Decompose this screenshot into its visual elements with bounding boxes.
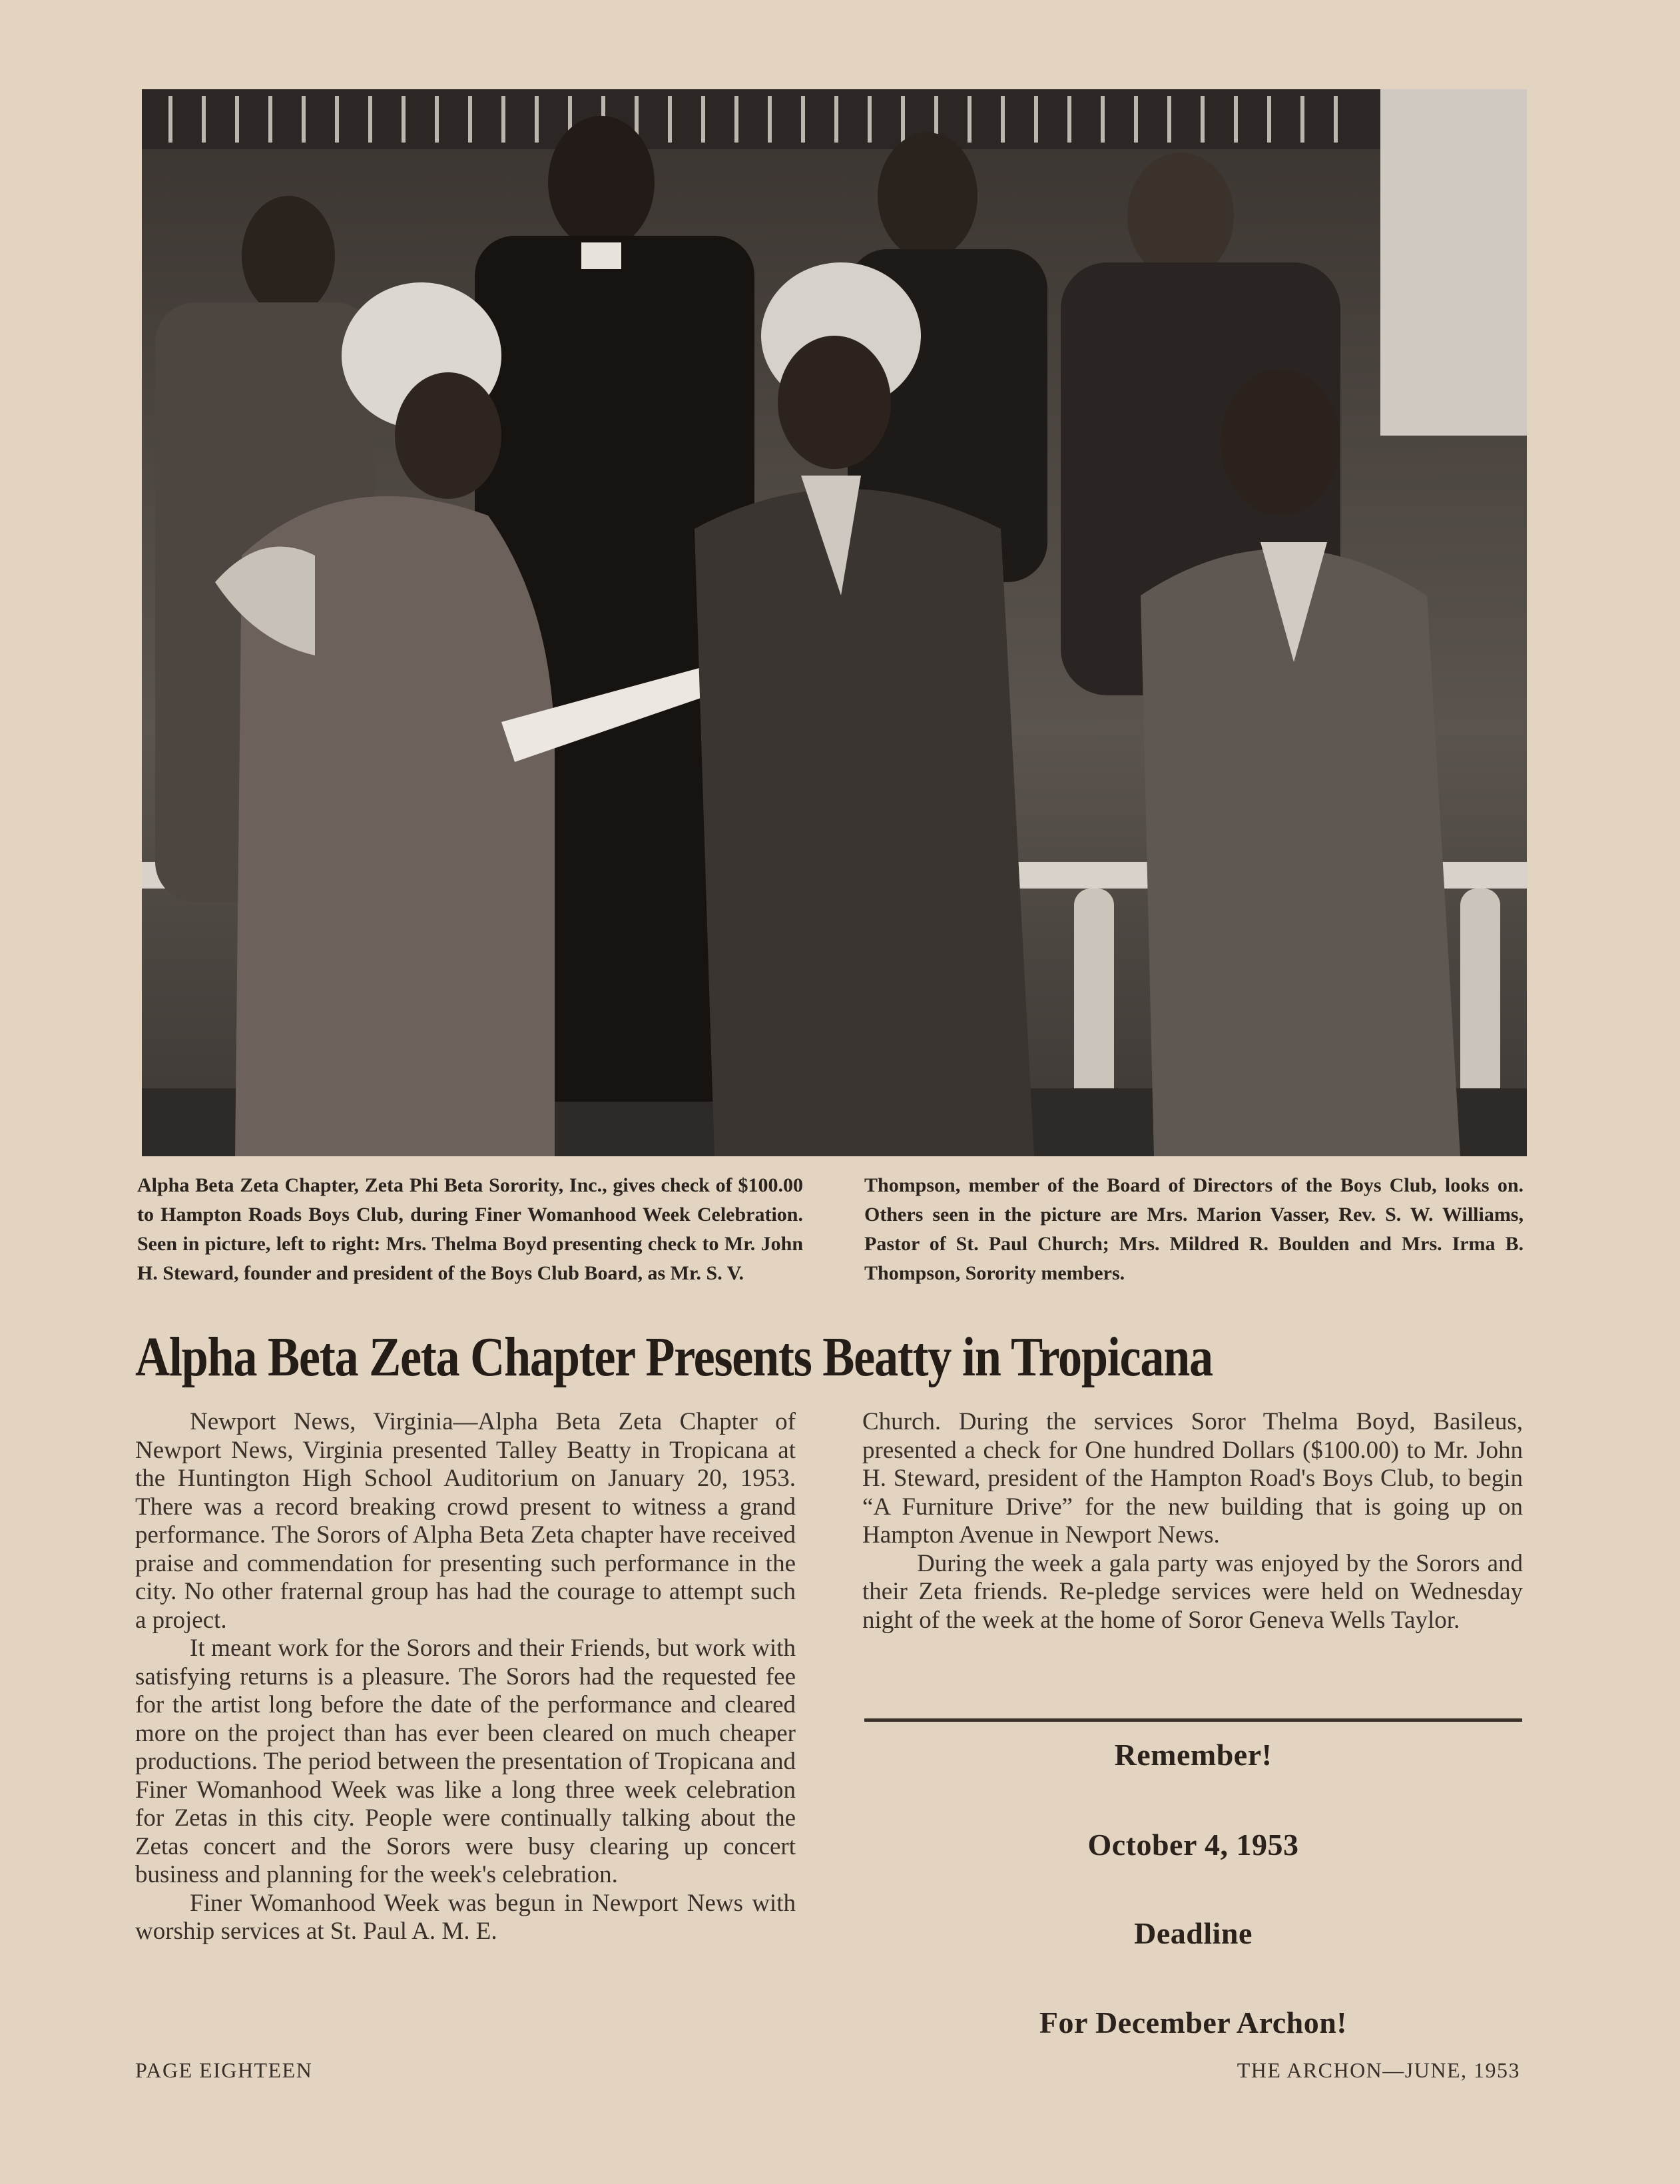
- article-paragraph: It meant work for the Sorors and their Friends, but work with satisfying returns is a pleasure. The Sorors had the requested fee for the artist long before the date of the performance and cleared more on the project than has ever been cleared on much cheaper productions. The period between the presentation of Tropicana and Finer Womanhood Week was like a long three week celebration for Zetas in this city. People were continually talking about the Zetas concert and the Sorors were busy clearing up concert business and planning for the week's celebration.: [135, 1635, 796, 1888]
- article-paragraph: Newport News, Virginia—Alpha Beta Zeta Chapter of Newport News, Virginia presented Talley Beatty in Tropicana at the Huntington High School Auditorium on January 20, 1953. There was a record breaking crowd present to witness a grand performance. The Sorors of Alpha Beta Zeta chapter have received praise and commendation for presenting such performance in the city. No other fraternal group has had the courage to attempt such a project.: [135, 1408, 796, 1634]
- photo-illustration: [142, 89, 1527, 1156]
- article-paragraph: Finer Womanhood Week was begun in Newport News with worship services at St. Paul A. M. E.: [135, 1889, 796, 1945]
- notice-december-archon: For December Archon!: [1039, 2005, 1348, 2039]
- article-column-right: [862, 1408, 1523, 1635]
- page-number: PAGE EIGHTEEN: [135, 2058, 313, 2082]
- article-column-left: [135, 1408, 796, 1946]
- divider-rule: [864, 1718, 1522, 1722]
- photograph: [142, 89, 1527, 1156]
- notice-remember: Remember!: [1114, 1738, 1272, 1772]
- photo-caption-right: Thompson, member of the Board of Directors of the Boys Club, looks on. Others seen in the picture are Mrs. Marion Vasser, Rev. S. W. Williams, Pastor of St. Paul Church; Mrs. Mildred R. Boulden and Mrs. Irma B. Thompson, Sorority members.: [864, 1174, 1524, 1284]
- publication-info: THE ARCHON—JUNE, 1953: [1237, 2058, 1520, 2082]
- article-paragraph: Church. During the services Soror Thelma Boyd, Basileus, presented a check for One hundred Dollars ($100.00) to Mr. John H. Steward, president of the Hampton Road's Boys Club, to begin “A Furniture Drive” for the new building that is going up on Hampton Avenue in Newport News.: [862, 1408, 1523, 1549]
- article-paragraph: During the week a gala party was enjoyed by the Sorors and their Zeta friends. Re-pledge services were held on Wednesday night of the week at the home of Soror Geneva Wells Taylor.: [862, 1549, 1523, 1634]
- photo-caption-left: Alpha Beta Zeta Chapter, Zeta Phi Beta Sorority, Inc., gives check of $100.00 to Hampton Roads Boys Club, during Finer Womanhood Week Celebration. Seen in picture, left to right: Mrs. Thelma Boyd presenting check to Mr. John H. Steward, founder and president of the Boys Club Board, as Mr. S. V.: [137, 1174, 803, 1284]
- article-headline: Alpha Beta Zeta Chapter Presents Beatty in Tropicana: [135, 1326, 1213, 1388]
- notice-date: October 4, 1953: [1087, 1828, 1299, 1862]
- notice-deadline: Deadline: [1134, 1916, 1253, 1950]
